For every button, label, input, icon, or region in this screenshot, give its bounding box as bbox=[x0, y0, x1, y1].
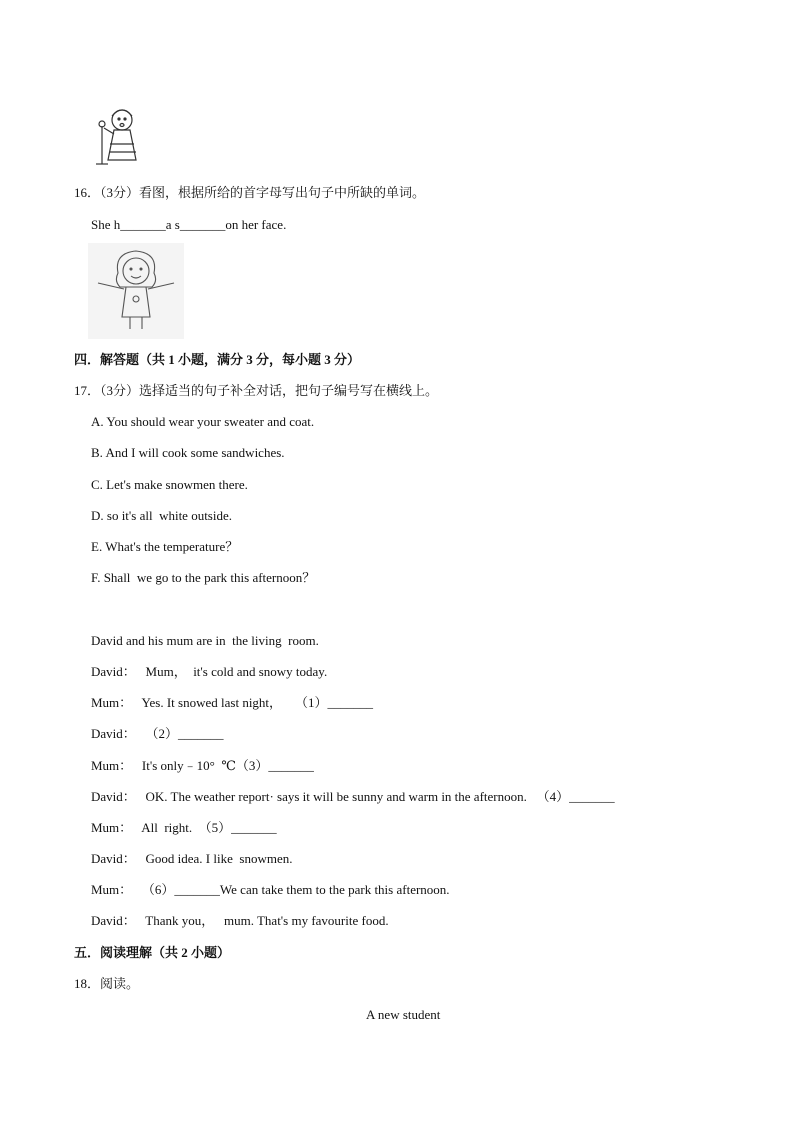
dialogue-line: Mum： All right. （5）_______ bbox=[91, 820, 277, 835]
dialogue-line: David： Good idea. I like snowmen. bbox=[91, 851, 293, 866]
singing-girl-image bbox=[88, 104, 148, 168]
q17-option-e: E. What's the temperature？ bbox=[91, 539, 239, 554]
section4-title: 四．解答题（共 1 小题，满分 3 分，每小题 3 分） bbox=[74, 352, 361, 367]
dialogue-line: Mum： （6）_______We can take them to the park this afternoon. bbox=[91, 882, 450, 897]
q17-option-d: D. so it's all white outside. bbox=[91, 508, 233, 523]
section5-title: 五．阅读理解（共 2 小题） bbox=[74, 945, 231, 960]
q17-option-b: B. And I will cook some sandwiches. bbox=[91, 445, 285, 460]
dialogue-line: David： Thank you， mum. That's my favourite food. bbox=[91, 913, 389, 928]
dialogue-line: Mum： It's only﹣10° ℃（3）_______ bbox=[91, 758, 314, 773]
dialogue-line: David： Mum， it's cold and snowy today. bbox=[91, 664, 328, 679]
q17-option-c: C. Let's make snowmen there. bbox=[91, 477, 248, 492]
dialogue-line: Mum： Yes. It snowed last night， （1）_______ bbox=[91, 695, 374, 710]
passage-title: A new student bbox=[366, 1007, 441, 1022]
dialogue-line: David： （2）_______ bbox=[91, 726, 224, 741]
q17-header: 17．（3分）选择适当的句子补全对话，把句子编号写在横线上。 bbox=[74, 383, 439, 398]
smiling-girl-image bbox=[88, 243, 184, 339]
q16-header: 16．（3分）看图，根据所给的首字母写出句子中所缺的单词。 bbox=[74, 185, 426, 200]
q17-option-a: A. You should wear your sweater and coat. bbox=[91, 414, 315, 429]
q17-option-f: F. Shall we go to the park this afternoon？ bbox=[91, 570, 316, 585]
q16-sentence: She h_______a s_______on her face. bbox=[91, 217, 287, 232]
dialogue-line: David： OK. The weather report· says it will be sunny and warm in the afternoon. （4）_______ bbox=[91, 789, 615, 804]
dialogue-intro: David and his mum are in the living room. bbox=[91, 633, 319, 648]
q18-header: 18．阅读。 bbox=[74, 976, 140, 991]
